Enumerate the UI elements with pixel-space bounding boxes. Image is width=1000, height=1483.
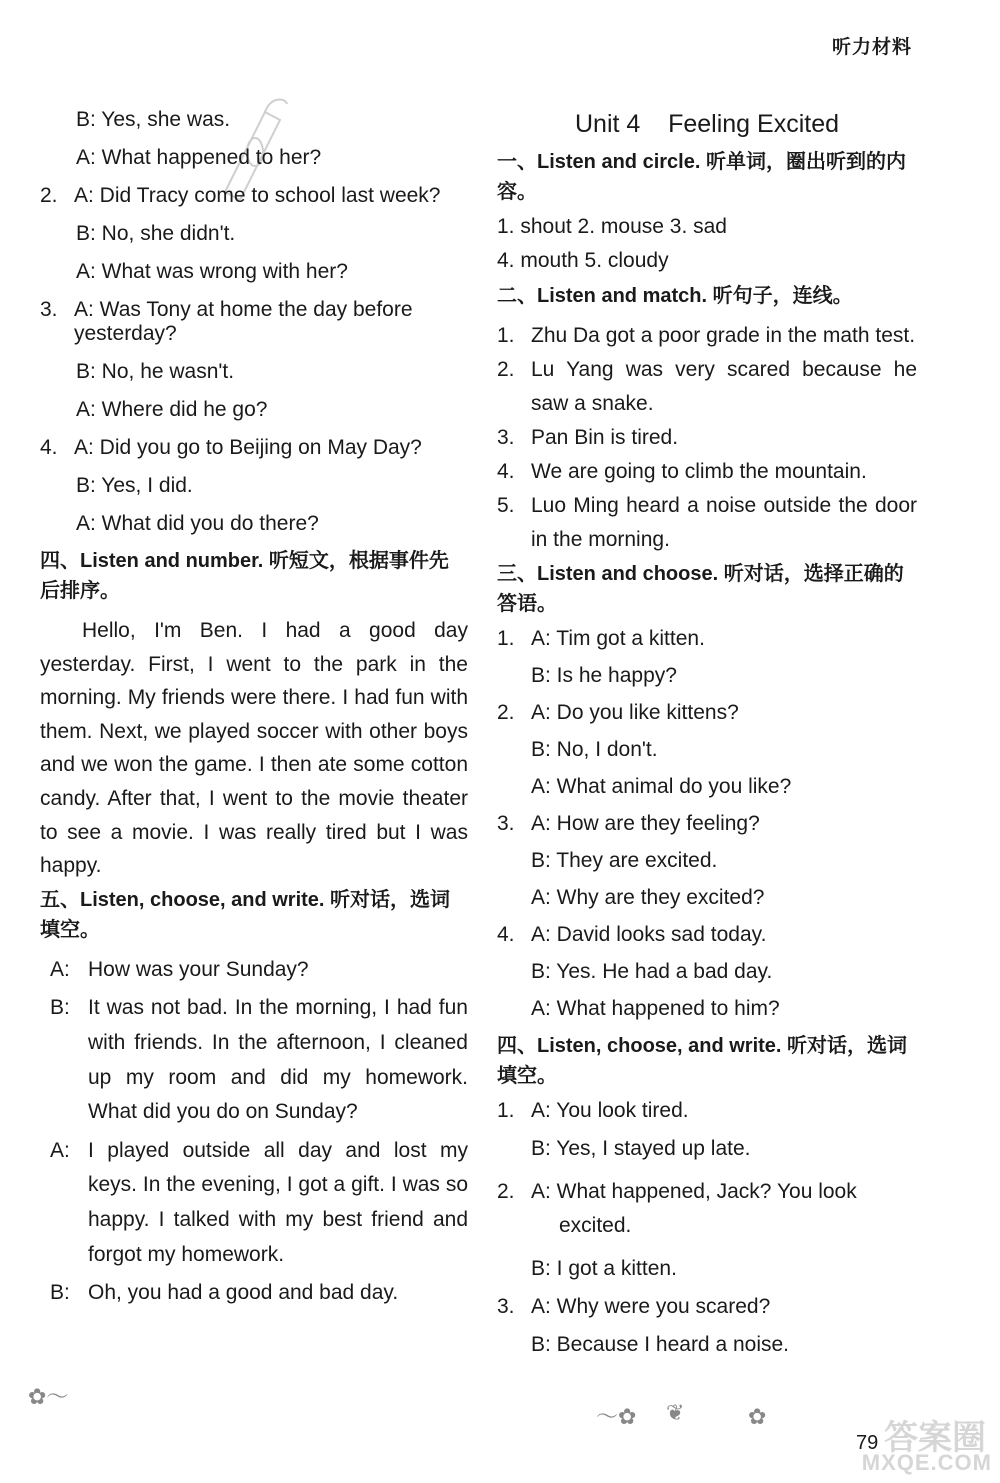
dialog-text: It was not bad. In the morning, I had fun with friends. In the afternoon, I cleaned up my room and did my homework. What did you do on Sunday? [88,996,468,1124]
section-title: 三、Listen and choose. 听对话，选择正确的答语。 [497,563,904,615]
page-number: 79 [856,1432,879,1454]
list-item [497,923,917,947]
item-number: 2. [40,184,58,207]
passage-text [40,614,468,883]
list-item [497,627,917,651]
passage-body: Hello, I'm Ben. I had a good day yesterday. First, I went to the park in the morning. My friends were there. I had fun with them. Next, we played soccer with other boys and we won the game. I then ate some cotton candy. After that, I went to the movie theater to see a movie. I was really tired but I was happy. [40,619,468,878]
dialog-line: B: No, she didn't. [76,222,236,245]
leaf-decoration-icon: ✿ [748,1404,767,1429]
speaker-label: B: [50,996,70,1020]
dialog-line: B: No, he wasn't. [76,360,235,383]
right-column [497,108,917,1371]
dialog-line: A: Did Tracy come to school last week? [74,184,441,207]
item-number: 4. [40,436,58,459]
leaf-decoration-icon: ❦ [666,1400,685,1425]
dialog-line: A: Tim got a kitten. [531,627,705,650]
dialog-line: A: Was Tony at home the day before yesterday? [74,298,413,345]
item-number: 3. [497,426,515,449]
list-item [497,1099,917,1123]
sentence-text: Pan Bin is tired. [531,426,679,449]
dialog-line: B: They are excited. [531,849,718,872]
section-title: 四、Listen and number. 听短文，根据事件先后排序。 [40,550,449,602]
speaker-label: A: [50,957,70,981]
unit-title: Unit 4 Feeling Excited [574,110,839,138]
page-header: 听力材料 [831,37,912,58]
dialog-line: B: Yes, I stayed up late. [531,1137,751,1160]
dialog-line: B: Yes, she was. [76,108,231,131]
section-title: 一、Listen and circle. 听单词，圈出听到的内容。 [497,151,906,203]
dialog-line: A: What was wrong with her? [76,260,348,283]
item-number: 3. [497,1295,515,1318]
dialog-line: A: Did you go to Beijing on May Day? [74,436,422,459]
dialog-line: A: How are they feeling? [531,812,760,835]
leaf-decoration-icon: 〜✿ [596,1404,637,1429]
item-number: 3. [497,812,515,835]
item-number: 3. [40,298,58,321]
dialog-line: B: I got a kitten. [531,1257,677,1280]
list-item [40,436,468,460]
list-item [497,812,917,836]
item-number: 4. [497,923,515,946]
word-list-line: 1. shout 2. mouse 3. sad [497,215,727,238]
item-number: 2. [497,358,515,381]
section-title: 四、Listen, choose, and write. 听对话，选词填空。 [497,1035,908,1087]
list-item [497,1295,917,1319]
section-title: 五、Listen, choose, and write. 听对话，选词填空。 [40,888,451,941]
dialog-line: A: What happened to her? [76,146,322,169]
dialog-line: B: Is he happy? [531,664,677,687]
dialog-line: A: Do you like kittens? [531,701,739,724]
sentence-text: Luo Ming heard a noise outside the door in the morning. [531,494,917,551]
dialog-line: A: You look tired. [531,1099,689,1122]
dialog-text: How was your Sunday? [88,957,309,981]
dialog-line [40,1134,468,1272]
section-title: 二、Listen and match. 听句子，连线。 [497,285,853,307]
dialog-line [40,1276,468,1311]
speaker-label: A: [50,1138,70,1162]
dialog-line: A: What animal do you like? [531,775,792,798]
dialog-text: I played outside all day and lost my keys. In the evening, I got a gift. I was so happy. I talked with my best friend and forgot my homework. [88,1138,468,1266]
dialog-line: A: What happened to him? [531,997,780,1020]
item-number: 5. [497,494,515,517]
dialog-text: Oh, you had a good and bad day. [88,1281,399,1305]
word-list-line: 4. mouth 5. cloudy [497,249,669,272]
list-item [40,184,468,208]
list-item [40,298,468,346]
leaf-decoration-icon: ✿〜 [28,1384,69,1409]
dialog-line: B: No, I don't. [531,738,658,761]
item-number: 2. [497,701,515,724]
watermark-url: MXQE.COM [861,1450,992,1475]
list-item [497,319,917,353]
list-item [497,421,917,455]
dialog-line [40,953,468,988]
item-number: 1. [497,627,515,650]
dialog-line: A: Why were you scared? [531,1295,771,1318]
left-column [40,108,468,1315]
item-number: 1. [497,324,515,347]
list-item [497,1175,917,1243]
dialog-line: A: Why are they excited? [531,886,765,909]
dialog-line: A: David looks sad today. [531,923,767,946]
item-number: 4. [497,460,515,483]
sentence-text: Lu Yang was very scared because he saw a snake. [531,358,917,415]
dialog-line: B: Because I heard a noise. [531,1333,789,1356]
list-item [497,353,917,421]
list-item [497,455,917,489]
dialog-line: A: What happened, Jack? You look excited. [531,1180,857,1237]
dialog-line: A: What did you do there? [76,512,319,535]
sentence-text: We are going to climb the mountain. [531,460,867,483]
dialog-line: B: Yes. He had a bad day. [531,960,773,983]
item-number: 1. [497,1099,515,1122]
list-item [497,489,917,557]
item-number: 2. [497,1180,515,1203]
sentence-text: Zhu Da got a poor grade in the math test. [531,324,916,347]
dialog-line: A: Where did he go? [76,398,268,421]
list-item [497,701,917,725]
watermark-logo: 答案圈 [884,1419,986,1457]
speaker-label: B: [50,1281,70,1305]
dialog-line [40,991,468,1129]
dialog-line: B: Yes, I did. [76,474,193,497]
